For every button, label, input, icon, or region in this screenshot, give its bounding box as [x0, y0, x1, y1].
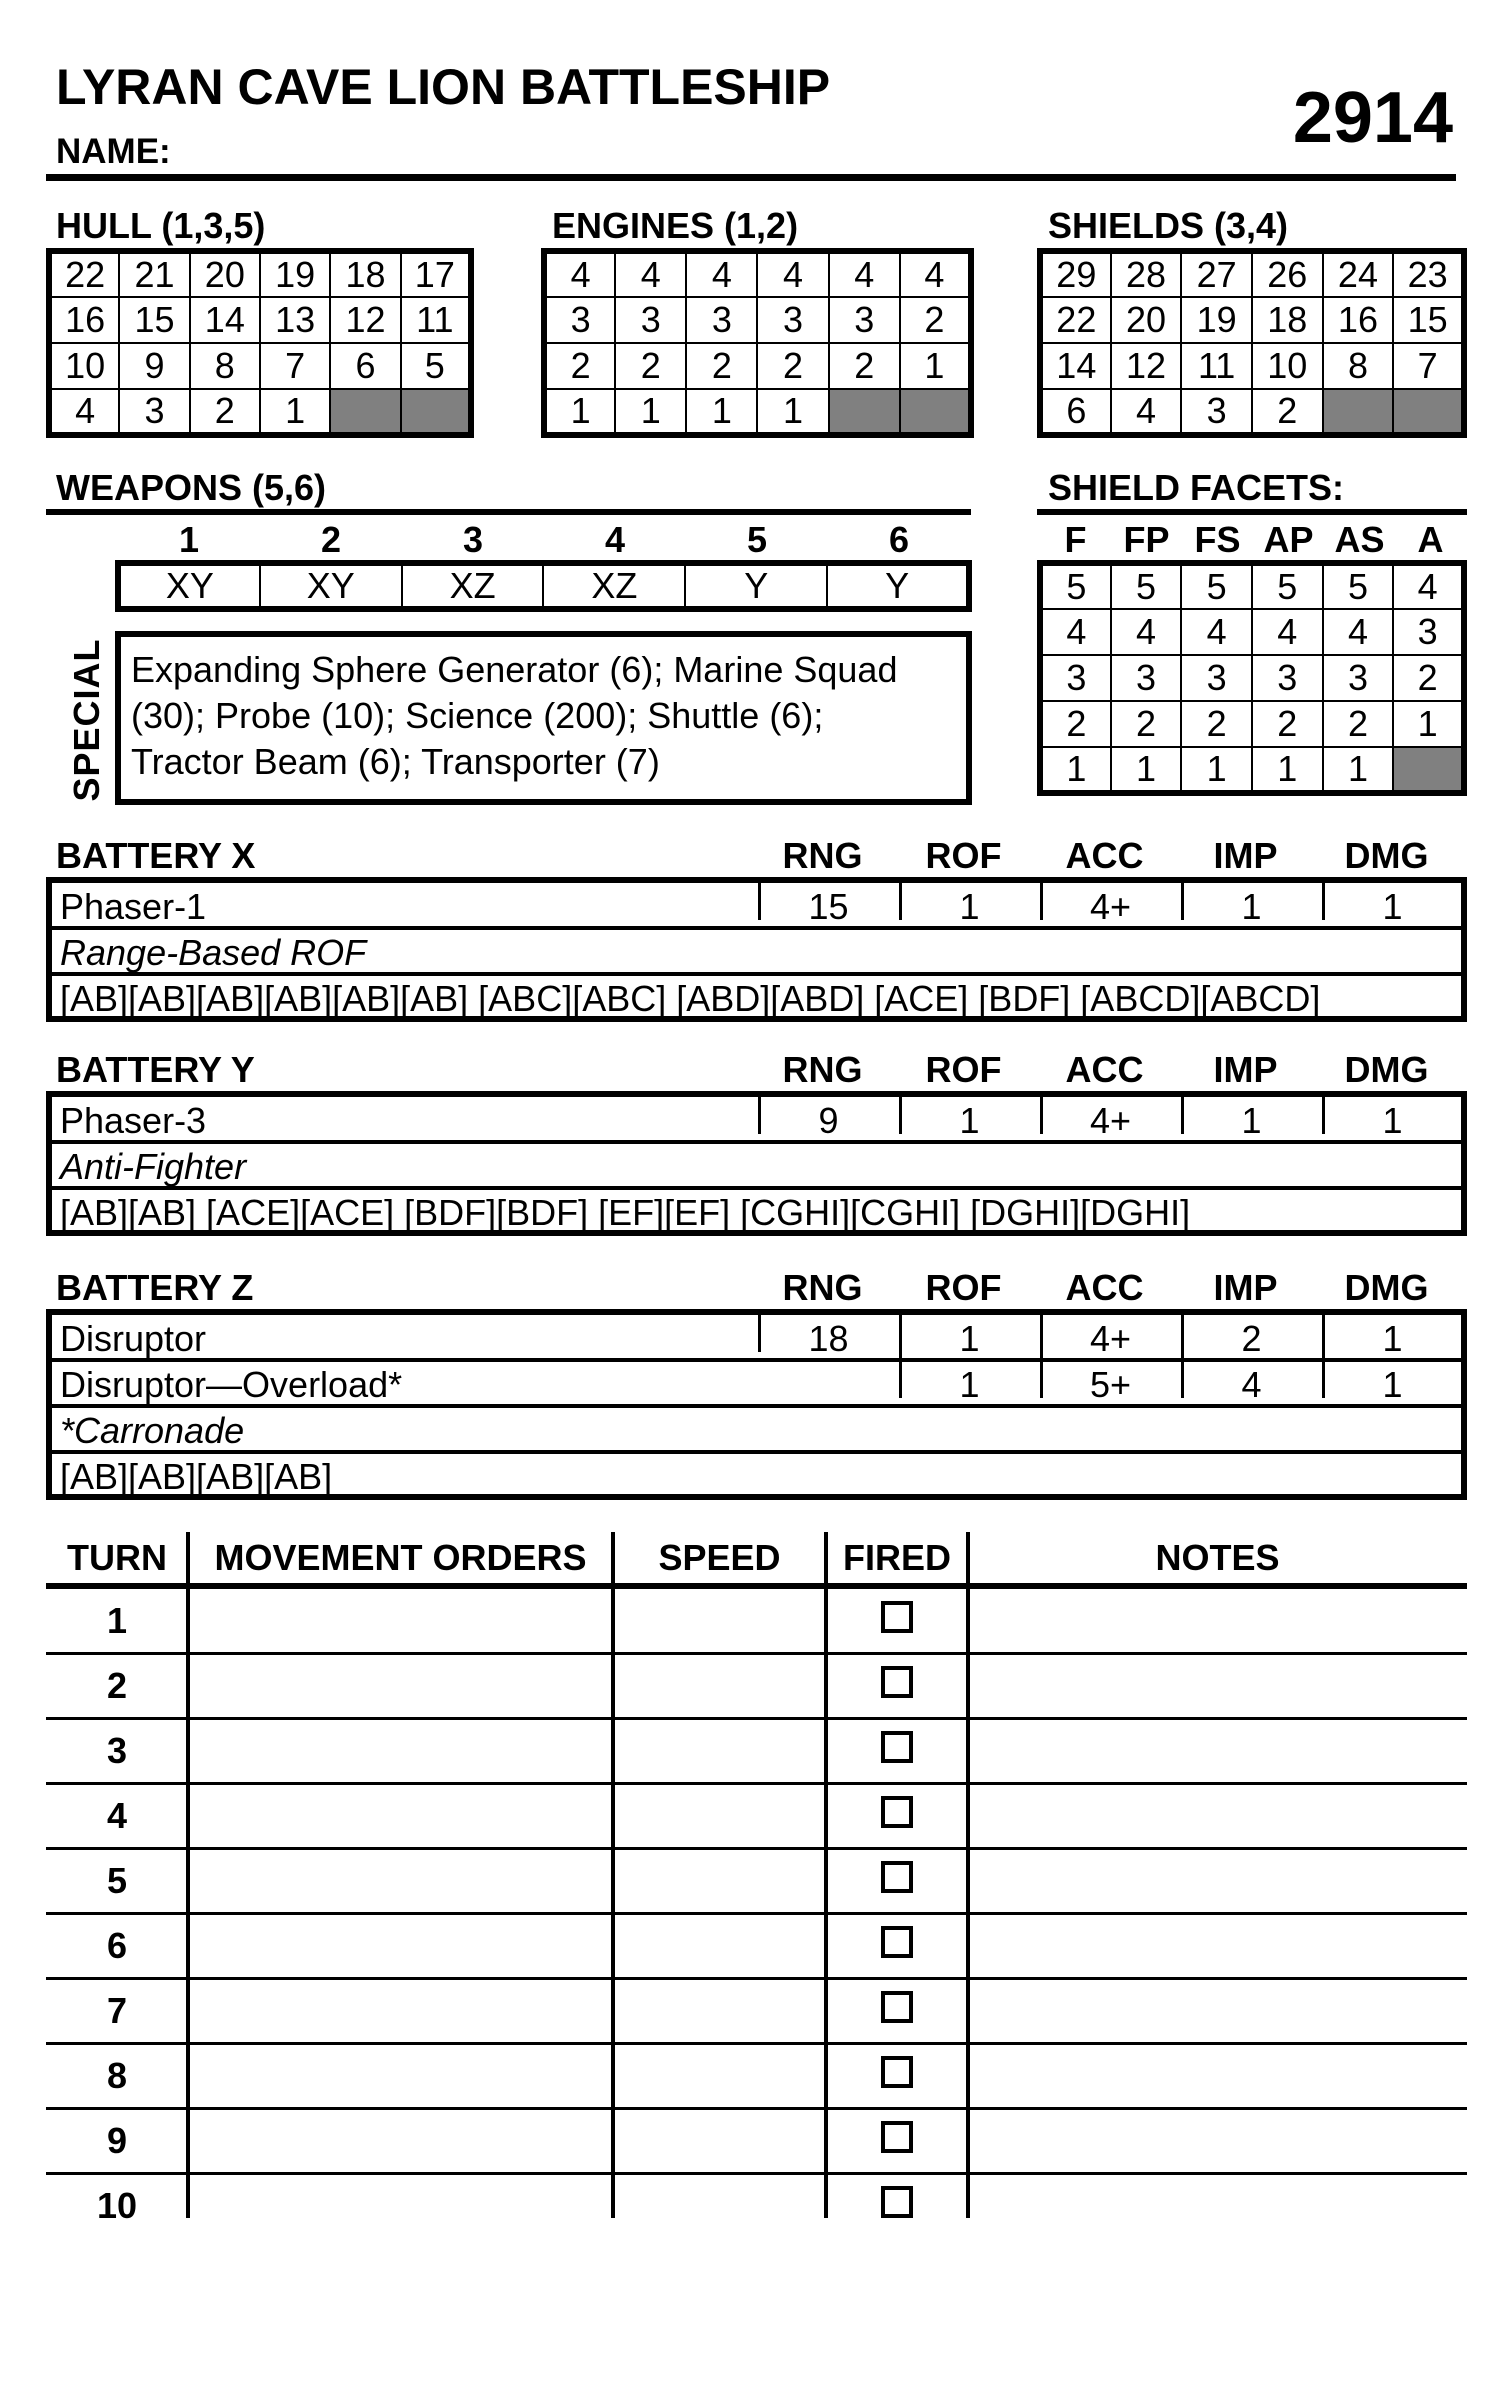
hull-box-cell[interactable]: 15 — [119, 297, 189, 343]
hull-box-cell[interactable]: 9 — [119, 343, 189, 389]
hull-label: HULL (1,3,5) — [56, 205, 266, 246]
hull-box-cell[interactable]: 19 — [260, 251, 330, 297]
engine-box-cell[interactable]: 4 — [686, 251, 757, 297]
hull-box-cell[interactable]: 17 — [401, 251, 471, 297]
facet-header: AP — [1263, 519, 1314, 560]
engine-box-cell[interactable]: 4 — [829, 251, 900, 297]
shields-track — [1037, 248, 1467, 438]
hull-box-cell[interactable]: 10 — [49, 343, 119, 389]
turn-row-divider — [46, 2107, 1467, 2110]
hull-box-cell[interactable]: 5 — [401, 343, 471, 389]
battery-y-acc: 4+ — [1089, 1100, 1132, 1141]
facet-box-cell[interactable]: 3 — [1393, 609, 1464, 655]
turn-row-divider — [46, 1912, 1467, 1915]
battery-column-header: ROF — [925, 835, 1002, 876]
facet-box-cell[interactable]: 5 — [1181, 563, 1252, 609]
engines-track — [541, 248, 974, 438]
shield-box-cell[interactable]: 8 — [1323, 343, 1394, 389]
battery-x-imp: 1 — [1241, 886, 1262, 927]
hull-box-cell[interactable]: 2 — [190, 389, 260, 435]
battery-y-rng: 9 — [818, 1100, 839, 1141]
hull-box-cell[interactable]: 12 — [330, 297, 400, 343]
weapon-slot-number: 3 — [462, 519, 484, 560]
battery-column-header: ROF — [925, 1267, 1002, 1308]
shield-box-cell[interactable]: 6 — [1040, 389, 1111, 435]
shield-box-cell[interactable]: 16 — [1323, 297, 1394, 343]
facet-box-cell[interactable]: 1 — [1111, 747, 1182, 793]
engine-box-cell[interactable]: 3 — [686, 297, 757, 343]
battery-column-header: IMP — [1213, 835, 1278, 876]
facet-header: A — [1417, 519, 1444, 560]
battery-y-dmg: 1 — [1382, 1100, 1403, 1141]
hull-box-cell[interactable]: 20 — [190, 251, 260, 297]
battery-y-weapon: Phaser-3 — [60, 1100, 207, 1141]
hull-box-cell[interactable]: 6 — [330, 343, 400, 389]
turn-number: 6 — [106, 1925, 128, 1966]
turn-header: TURN — [67, 1537, 167, 1578]
fired-checkbox[interactable] — [881, 1991, 913, 2023]
engine-box-cell[interactable]: 2 — [900, 297, 971, 343]
engine-box-cell[interactable]: 3 — [829, 297, 900, 343]
engine-box-cell[interactable]: 1 — [900, 343, 971, 389]
battery-z-imp: 2 — [1241, 1318, 1262, 1359]
shield-box-cell[interactable] — [1323, 389, 1394, 435]
shield-box-cell[interactable]: 10 — [1252, 343, 1323, 389]
hull-box-cell[interactable]: 14 — [190, 297, 260, 343]
shield-facets-grid — [1037, 560, 1467, 796]
weapon-slot-number: 6 — [888, 519, 910, 560]
hull-box-cell[interactable]: 16 — [49, 297, 119, 343]
weapon-slot-number: 4 — [604, 519, 626, 560]
turn-number: 3 — [106, 1730, 128, 1771]
turn-number: 4 — [106, 1795, 128, 1836]
battery-z-rng: 18 — [808, 1318, 849, 1359]
weapons-label: WEAPONS (5,6) — [56, 467, 327, 508]
fired-checkbox[interactable] — [881, 1601, 913, 1633]
battery-x-arcs: [AB][AB][AB][AB][AB][AB] [ABC][ABC] [ABD][ABD] [ACE] [BDF] [ABCD][ABCD] — [60, 978, 1321, 1019]
facet-box-cell[interactable]: 5 — [1040, 563, 1111, 609]
battery-z-dmg-2: 1 — [1382, 1364, 1403, 1405]
shield-facets-divider — [1037, 509, 1467, 515]
shield-box-cell[interactable]: 7 — [1393, 343, 1464, 389]
facet-box-cell[interactable]: 4 — [1181, 609, 1252, 655]
turn-number: 1 — [106, 1600, 128, 1641]
engine-box-cell[interactable]: 2 — [829, 343, 900, 389]
weapon-arc-cell[interactable]: XY — [118, 563, 260, 609]
facet-box-cell[interactable]: 1 — [1252, 747, 1323, 793]
facet-box-cell[interactable]: 1 — [1393, 701, 1464, 747]
shield-box-cell[interactable]: 26 — [1252, 251, 1323, 297]
battery-z-dmg: 1 — [1382, 1318, 1403, 1359]
shield-box-cell[interactable]: 14 — [1040, 343, 1111, 389]
facet-box-cell[interactable]: 2 — [1393, 655, 1464, 701]
fired-checkbox[interactable] — [881, 2121, 913, 2153]
shield-box-cell[interactable]: 29 — [1040, 251, 1111, 297]
turn-row-divider — [46, 1652, 1467, 1655]
facet-box-cell[interactable]: 3 — [1111, 655, 1182, 701]
facet-box-cell[interactable]: 4 — [1393, 563, 1464, 609]
engines-label: ENGINES (1,2) — [552, 205, 799, 246]
shield-box-cell[interactable]: 11 — [1181, 343, 1252, 389]
facet-box-cell[interactable]: 5 — [1111, 563, 1182, 609]
turn-number: 8 — [106, 2055, 128, 2096]
battery-x-rng: 15 — [808, 886, 849, 927]
battery-column-header: IMP — [1213, 1267, 1278, 1308]
turn-row-divider — [46, 2172, 1467, 2175]
battery-column-header: RNG — [782, 835, 863, 876]
battery-column-header: RNG — [782, 1049, 863, 1090]
shield-box-cell[interactable]: 28 — [1111, 251, 1182, 297]
engine-box-cell[interactable]: 4 — [757, 251, 828, 297]
engine-box-cell[interactable]: 2 — [615, 343, 686, 389]
fired-checkbox[interactable] — [881, 2056, 913, 2088]
hull-track — [46, 248, 474, 438]
battery-y-table — [46, 1091, 1467, 1236]
battery-z-label: BATTERY Z — [56, 1267, 254, 1308]
turn-row-divider — [46, 1977, 1467, 1980]
shield-box-cell[interactable]: 19 — [1181, 297, 1252, 343]
hull-box-cell[interactable]: 1 — [260, 389, 330, 435]
hull-box-cell[interactable]: 7 — [260, 343, 330, 389]
weapon-slot-numbers — [118, 519, 970, 560]
notes-header: NOTES — [1155, 1537, 1280, 1578]
special-line-2: (30); Probe (10); Science (200); Shuttle (6); — [131, 695, 824, 736]
weapon-arc-cell[interactable]: Y — [685, 563, 827, 609]
shield-box-cell[interactable]: 24 — [1323, 251, 1394, 297]
turn-row-divider — [46, 1717, 1467, 1720]
fired-checkbox[interactable] — [881, 1731, 913, 1763]
special-box — [115, 631, 972, 805]
hull-box-cell[interactable]: 8 — [190, 343, 260, 389]
facet-box-cell[interactable]: 4 — [1323, 609, 1394, 655]
hull-box-cell[interactable]: 13 — [260, 297, 330, 343]
engine-box-cell[interactable] — [829, 389, 900, 435]
battery-x-acc: 4+ — [1089, 886, 1132, 927]
battery-column-header: ACC — [1065, 1049, 1144, 1090]
battery-column-header: DMG — [1344, 1267, 1429, 1308]
shield-box-cell[interactable]: 22 — [1040, 297, 1111, 343]
fired-checkbox[interactable] — [881, 1861, 913, 1893]
shield-box-cell[interactable]: 27 — [1181, 251, 1252, 297]
engine-box-cell[interactable]: 2 — [757, 343, 828, 389]
facet-box-cell[interactable] — [1393, 747, 1464, 793]
facet-box-cell[interactable]: 4 — [1040, 609, 1111, 655]
battery-column-header: DMG — [1344, 835, 1429, 876]
battery-z-imp-2: 4 — [1241, 1364, 1262, 1405]
battery-z-note: *Carronade — [60, 1410, 245, 1451]
facet-header: F — [1064, 519, 1087, 560]
weapon-slot-number: 2 — [320, 519, 342, 560]
battery-y-rof: 1 — [959, 1100, 980, 1141]
engine-box-cell[interactable]: 2 — [544, 343, 615, 389]
facet-box-cell[interactable]: 1 — [1181, 747, 1252, 793]
engine-box-cell[interactable]: 1 — [544, 389, 615, 435]
hull-box-cell[interactable] — [330, 389, 400, 435]
shield-box-cell[interactable]: 23 — [1393, 251, 1464, 297]
battery-x-weapon: Phaser-1 — [60, 886, 207, 927]
shields-label: SHIELDS (3,4) — [1048, 205, 1289, 246]
engine-box-cell[interactable]: 1 — [757, 389, 828, 435]
turn-row-divider — [46, 1782, 1467, 1785]
turn-number: 7 — [106, 1990, 128, 2031]
battery-z-acc: 4+ — [1089, 1318, 1132, 1359]
special-label-wrap — [62, 640, 112, 800]
turn-number: 2 — [106, 1665, 128, 1706]
weapons-divider — [46, 509, 971, 515]
engine-box-cell[interactable] — [900, 389, 971, 435]
battery-column-header: IMP — [1213, 1049, 1278, 1090]
engine-box-cell[interactable]: 1 — [686, 389, 757, 435]
fired-header: FIRED — [843, 1537, 951, 1578]
engine-box-cell[interactable]: 4 — [615, 251, 686, 297]
facet-box-cell[interactable]: 3 — [1252, 655, 1323, 701]
engine-box-cell[interactable]: 1 — [615, 389, 686, 435]
turn-log — [46, 1520, 1467, 2226]
battery-z-table — [46, 1309, 1467, 1500]
battery-column-header: ACC — [1065, 835, 1144, 876]
hull-box-cell[interactable]: 3 — [119, 389, 189, 435]
ship-title: LYRAN CAVE LION BATTLESHIP — [56, 59, 831, 115]
turn-row-divider — [46, 2042, 1467, 2045]
battery-y-label: BATTERY Y — [56, 1049, 255, 1090]
fired-checkbox[interactable] — [881, 1796, 913, 1828]
battery-y-note: Anti-Fighter — [60, 1146, 247, 1187]
turn-number: 5 — [106, 1860, 128, 1901]
battery-z-weapon-2: Disruptor—Overload* — [60, 1364, 403, 1405]
hull-box-cell[interactable]: 4 — [49, 389, 119, 435]
special-line-3: Tractor Beam (6); Transporter (7) — [131, 741, 660, 782]
shield-box-cell[interactable]: 4 — [1111, 389, 1182, 435]
hull-box-cell[interactable]: 18 — [330, 251, 400, 297]
shield-box-cell[interactable]: 3 — [1181, 389, 1252, 435]
battery-x-label: BATTERY X — [56, 835, 256, 876]
shield-facet-headers — [1040, 519, 1466, 560]
facet-box-cell[interactable]: 2 — [1040, 701, 1111, 747]
battery-column-header: ACC — [1065, 1267, 1144, 1308]
weapon-arcs — [115, 560, 972, 612]
special-label: SPECIAL — [66, 638, 107, 802]
facet-header: FS — [1194, 519, 1241, 560]
facet-box-cell[interactable]: 2 — [1323, 701, 1394, 747]
fired-checkbox[interactable] — [881, 1666, 913, 1698]
special-line-1: Expanding Sphere Generator (6); Marine Squad — [131, 649, 898, 690]
weapon-arc-cell[interactable]: XZ — [543, 563, 685, 609]
engine-box-cell[interactable]: 3 — [615, 297, 686, 343]
battery-z-weapon: Disruptor — [60, 1318, 207, 1359]
battery-z-rof: 1 — [959, 1318, 980, 1359]
battery-x-dmg: 1 — [1382, 886, 1403, 927]
shield-box-cell[interactable]: 15 — [1393, 297, 1464, 343]
shield-box-cell[interactable]: 20 — [1111, 297, 1182, 343]
facet-box-cell[interactable]: 4 — [1111, 609, 1182, 655]
battery-z-rof-2: 1 — [959, 1364, 980, 1405]
facet-box-cell[interactable]: 1 — [1323, 747, 1394, 793]
fired-checkbox[interactable] — [881, 2186, 913, 2218]
ship-number: 2914 — [1292, 78, 1453, 158]
weapon-slot-number: 1 — [178, 519, 200, 560]
speed-header: SPEED — [658, 1537, 781, 1578]
facet-header: FP — [1123, 519, 1170, 560]
shield-box-cell[interactable] — [1393, 389, 1464, 435]
movement-header: MOVEMENT ORDERS — [214, 1537, 587, 1578]
hull-box-cell[interactable]: 11 — [401, 297, 471, 343]
hull-box-cell[interactable] — [401, 389, 471, 435]
battery-x-note: Range-Based ROF — [60, 932, 367, 973]
turn-row-divider — [46, 1847, 1467, 1850]
facet-box-cell[interactable]: 4 — [1252, 609, 1323, 655]
facet-box-cell[interactable]: 3 — [1040, 655, 1111, 701]
weapon-arc-cell[interactable]: XY — [260, 563, 402, 609]
facet-header: AS — [1334, 519, 1385, 560]
facet-box-cell[interactable]: 2 — [1111, 701, 1182, 747]
battery-x-table — [46, 877, 1467, 1022]
hull-box-cell[interactable]: 21 — [119, 251, 189, 297]
battery-column-header: DMG — [1344, 1049, 1429, 1090]
fired-checkbox[interactable] — [881, 1926, 913, 1958]
shield-box-cell[interactable]: 18 — [1252, 297, 1323, 343]
header-divider — [46, 174, 1456, 181]
engine-box-cell[interactable]: 3 — [544, 297, 615, 343]
engine-box-cell[interactable]: 4 — [544, 251, 615, 297]
facet-box-cell[interactable]: 1 — [1040, 747, 1111, 793]
engine-box-cell[interactable]: 3 — [757, 297, 828, 343]
facet-box-cell[interactable]: 3 — [1181, 655, 1252, 701]
battery-z-arcs: [AB][AB][AB][AB] — [60, 1456, 333, 1497]
turn-number: 9 — [106, 2120, 128, 2161]
facet-box-cell[interactable]: 5 — [1252, 563, 1323, 609]
facet-box-cell[interactable]: 5 — [1323, 563, 1394, 609]
facet-box-cell[interactable]: 3 — [1323, 655, 1394, 701]
hull-box-cell[interactable]: 22 — [49, 251, 119, 297]
engine-box-cell[interactable]: 4 — [900, 251, 971, 297]
facet-box-cell[interactable]: 2 — [1181, 701, 1252, 747]
turn-number: 10 — [96, 2185, 138, 2226]
battery-y-imp: 1 — [1241, 1100, 1262, 1141]
battery-column-header: ROF — [925, 1049, 1002, 1090]
battery-y-arcs: [AB][AB] [ACE][ACE] [BDF][BDF] [EF][EF] [CGHI][CGHI] [DGHI][DGHI] — [60, 1192, 1191, 1233]
name-label: NAME: — [56, 132, 171, 171]
weapon-slot-number: 5 — [746, 519, 768, 560]
shield-facets-label: SHIELD FACETS: — [1048, 467, 1345, 508]
shield-box-cell[interactable]: 12 — [1111, 343, 1182, 389]
battery-column-header: RNG — [782, 1267, 863, 1308]
engine-box-cell[interactable]: 2 — [686, 343, 757, 389]
battery-x-rof: 1 — [959, 886, 980, 927]
weapon-arc-cell[interactable]: XZ — [402, 563, 544, 609]
facet-box-cell[interactable]: 2 — [1252, 701, 1323, 747]
battery-z-acc-2: 5+ — [1089, 1364, 1132, 1405]
weapon-arc-cell[interactable]: Y — [827, 563, 969, 609]
shield-box-cell[interactable]: 2 — [1252, 389, 1323, 435]
